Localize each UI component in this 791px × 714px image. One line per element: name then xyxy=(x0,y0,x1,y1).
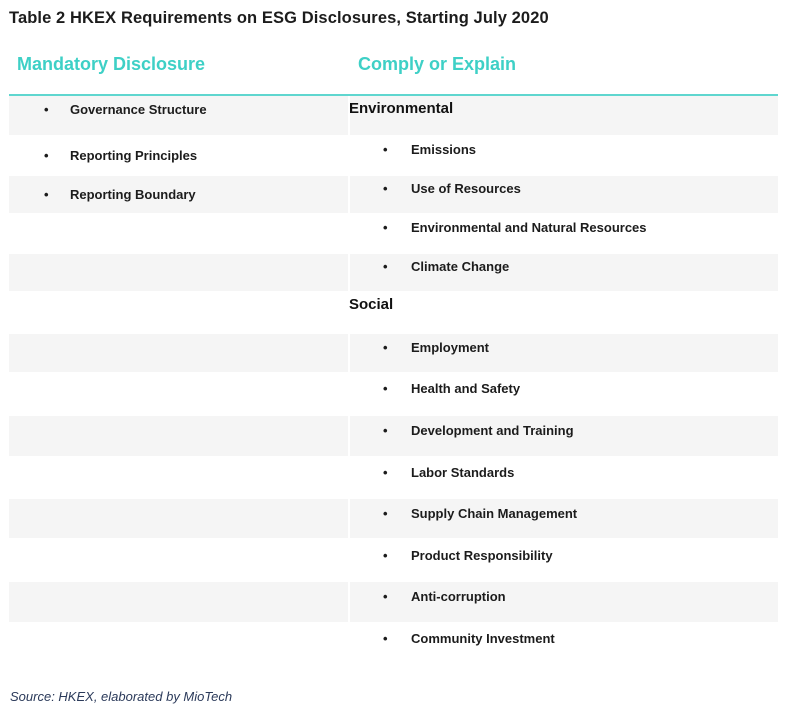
table-title: Table 2 HKEX Requirements on ESG Disclosures, Starting July 2020 xyxy=(9,9,549,27)
table-row xyxy=(9,582,778,622)
source-note: Source: HKEX, elaborated by MioTech xyxy=(10,689,233,704)
list-bullet: • xyxy=(383,548,388,563)
list-bullet: • xyxy=(44,187,49,202)
group-label-environmental: Environmental xyxy=(349,100,454,117)
list-bullet: • xyxy=(383,506,388,521)
social-item: Development and Training xyxy=(411,423,574,438)
column-header-mandatory: Mandatory Disclosure xyxy=(17,54,206,74)
list-bullet: • xyxy=(383,589,388,604)
list-bullet: • xyxy=(383,259,388,274)
social-item: Labor Standards xyxy=(411,465,515,480)
list-bullet: • xyxy=(383,465,388,480)
mandatory-item: Reporting Principles xyxy=(70,148,198,163)
environmental-item: Use of Resources xyxy=(411,181,521,196)
list-bullet: • xyxy=(383,142,388,157)
list-bullet: • xyxy=(44,148,49,163)
table-row xyxy=(9,334,778,372)
group-label-social: Social xyxy=(349,296,394,313)
list-bullet: • xyxy=(383,181,388,196)
mandatory-item: Reporting Boundary xyxy=(70,187,196,202)
table-row xyxy=(9,254,778,291)
social-item: Supply Chain Management xyxy=(411,506,578,521)
list-bullet: • xyxy=(383,220,388,235)
table-row xyxy=(9,499,778,538)
social-item: Health and Safety xyxy=(411,381,521,396)
environmental-item: Climate Change xyxy=(411,259,510,274)
list-bullet: • xyxy=(383,423,388,438)
social-item: Community Investment xyxy=(411,631,555,646)
social-item: Anti-corruption xyxy=(411,589,506,604)
mandatory-item: Governance Structure xyxy=(70,102,207,117)
social-item: Product Responsibility xyxy=(411,548,553,563)
list-bullet: • xyxy=(383,340,388,355)
table-row xyxy=(9,416,778,456)
list-bullet: • xyxy=(44,102,49,117)
social-item: Employment xyxy=(411,340,490,355)
environmental-item: Emissions xyxy=(411,142,477,157)
list-bullet: • xyxy=(383,381,388,396)
environmental-item: Environmental and Natural Resources xyxy=(411,220,647,235)
column-header-comply: Comply or Explain xyxy=(358,54,517,74)
list-bullet: • xyxy=(383,631,388,646)
